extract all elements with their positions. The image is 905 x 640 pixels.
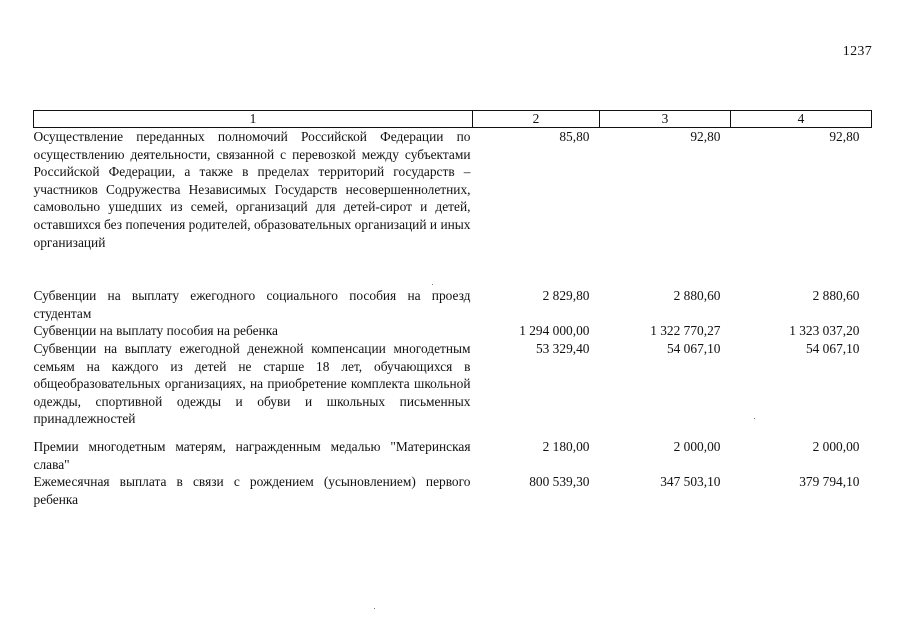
row-value-col4: 54 067,10 (805, 340, 860, 356)
row-value-col3: 92,80 (690, 129, 721, 144)
header-col-3: 3 (600, 111, 731, 128)
row-description: Субвенции на выплату пособия на ребенка (33, 323, 278, 339)
table-header (34, 111, 872, 128)
scan-speck (374, 608, 375, 609)
row-description: Субвенции на выплату ежегодного социального пособия на проезд студентам (33, 288, 471, 321)
table-row (34, 340, 872, 438)
row-value-col4: 1 323 037,20 (789, 323, 860, 339)
header-col-2: 2 (473, 111, 600, 128)
row-value-col2: 2 829,80 (542, 288, 590, 304)
row-value-col3: 54 067,10 (666, 340, 721, 356)
row-value-col2: 1 294 000,00 (519, 323, 590, 339)
page-number: 1237 (842, 44, 872, 59)
row-value-col2: 2 180,00 (542, 438, 590, 454)
row-value-col4: 2 880,60 (812, 288, 860, 304)
table-row (34, 473, 872, 508)
row-description: Субвенции на выплату ежегодной денежной компенсации многодетным семьям на каждого из детей не старше 18 лет, обучающихся в общеобразовательных организациях, на приобретение комплекта школьной одежды, спортивной одежды и обуви и школьных письменных принадлежностей (33, 340, 471, 427)
row-value-col2: 53 329,40 (535, 340, 590, 356)
row-description: Ежемесячная выплата в связи с рождением (усыновлением) первого ребенка (33, 474, 471, 507)
row-value-col2: 800 539,30 (529, 474, 590, 490)
header-row (34, 111, 872, 128)
row-value-col3: 2 000,00 (673, 438, 721, 454)
header-col-1: 1 (34, 111, 473, 128)
row-value-col3: 347 503,10 (660, 474, 721, 490)
table-row (34, 128, 872, 288)
scan-speck (754, 418, 755, 419)
table-row (34, 322, 872, 340)
table-row (34, 438, 872, 473)
row-value-col3: 2 880,60 (673, 288, 721, 304)
row-value-col2: 85,80 (559, 129, 590, 144)
table-body (34, 128, 872, 509)
row-description: Премии многодетным матерям, награжденным медалью "Материнская слава" (33, 438, 471, 472)
header-col-4: 4 (731, 111, 872, 128)
row-value-col4: 2 000,00 (812, 438, 860, 454)
scan-speck (432, 284, 433, 285)
row-value-col4: 92,80 (829, 129, 860, 144)
row-value-col3: 1 322 770,27 (650, 323, 721, 339)
table-row (34, 287, 872, 322)
budget-table (33, 110, 872, 508)
row-value-col4: 379 794,10 (799, 474, 860, 490)
row-description: Осуществление переданных полномочий Российской Федерации по осуществлению деятельности, связанной с перевозкой между субъектами Российской Федерации, а также в пределах территорий государств – участников Содружества Независимых Государств несовершеннолетних, самовольно ушедших из семей, организаций для детей-сирот и детей, оставшихся без попечения родителей, образовательных организаций и иных организаций (33, 129, 471, 250)
